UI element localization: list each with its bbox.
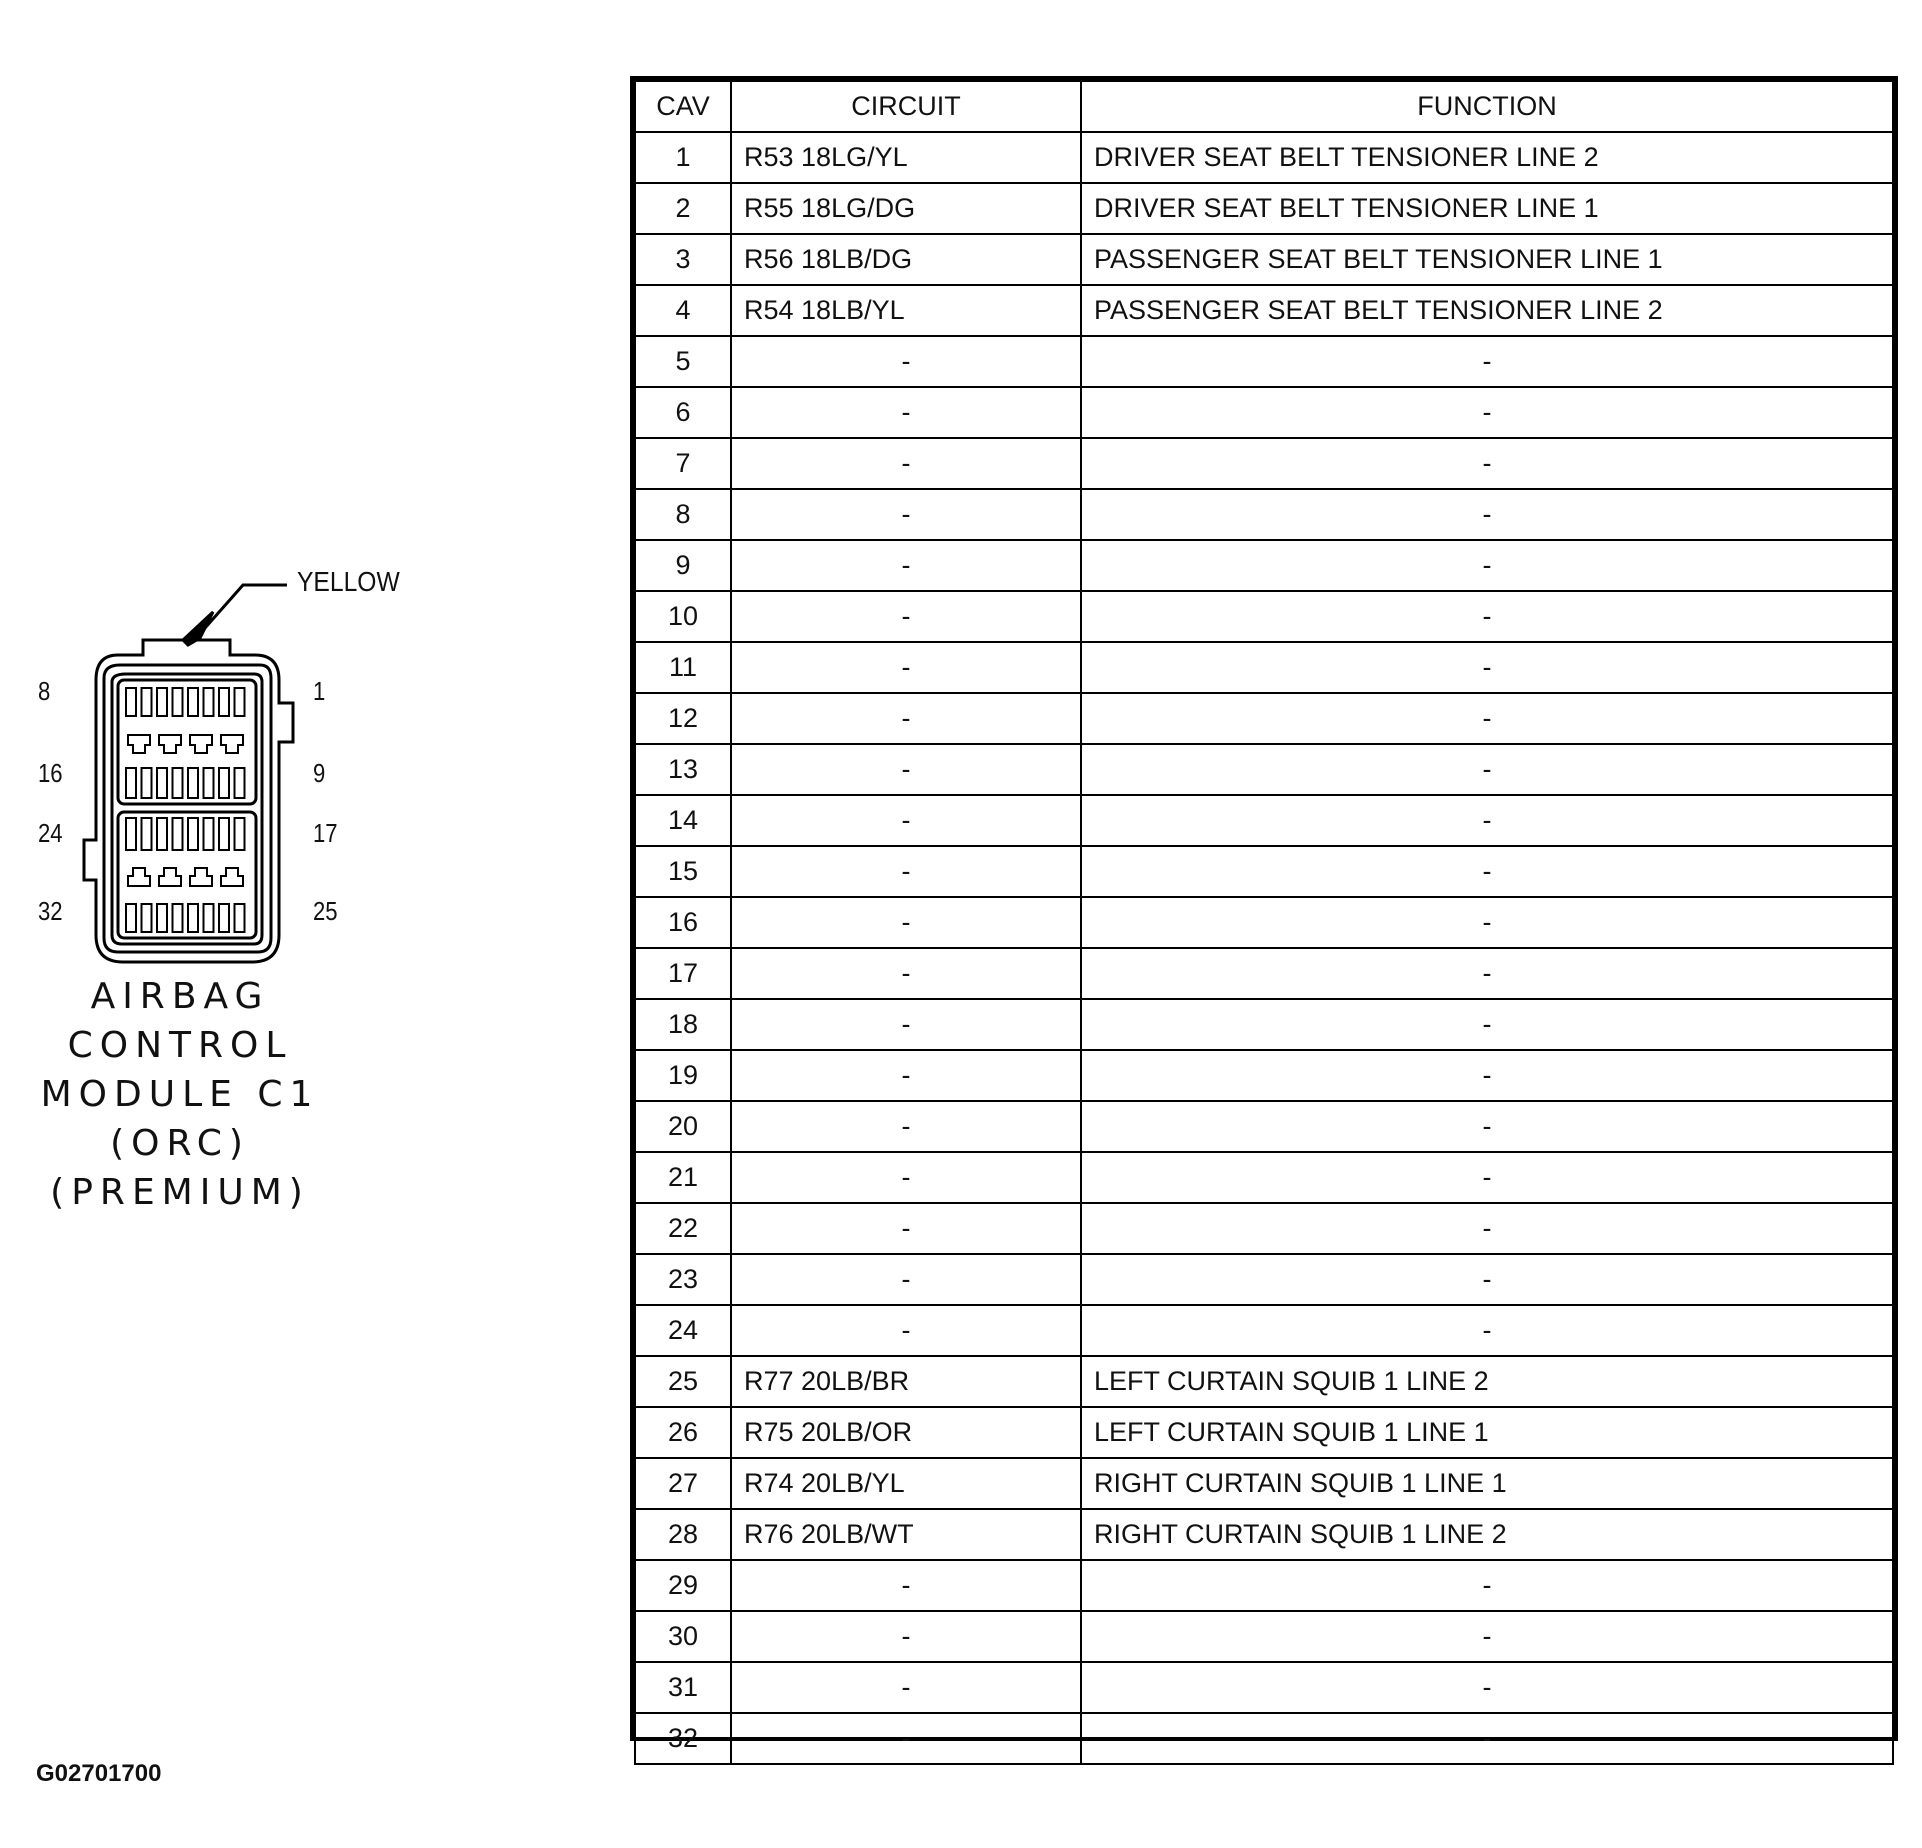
table-row xyxy=(635,387,1893,438)
function-cell: - xyxy=(1081,897,1893,948)
function-cell: - xyxy=(1081,744,1893,795)
cav-cell: 17 xyxy=(635,948,731,999)
circuit-cell: - xyxy=(731,1101,1081,1152)
cav-cell: 28 xyxy=(635,1509,731,1560)
circuit-cell: - xyxy=(731,1662,1081,1713)
table-row xyxy=(635,1458,1893,1509)
function-cell: LEFT CURTAIN SQUIB 1 LINE 1 xyxy=(1081,1407,1893,1458)
terminal-latch xyxy=(190,868,212,886)
table-row xyxy=(635,1407,1893,1458)
table-row xyxy=(635,999,1893,1050)
cav-cell: 25 xyxy=(635,1356,731,1407)
terminal-slot xyxy=(157,904,167,932)
function-cell: DRIVER SEAT BELT TENSIONER LINE 2 xyxy=(1081,132,1893,183)
table-row xyxy=(635,1152,1893,1203)
circuit-cell: - xyxy=(731,693,1081,744)
table-row xyxy=(635,1713,1893,1764)
table-header-row xyxy=(635,81,1893,132)
pin-label-16: 16 xyxy=(38,758,63,788)
terminal-slot xyxy=(142,688,152,716)
terminal-slot xyxy=(157,768,167,798)
cav-cell: 7 xyxy=(635,438,731,489)
terminal-slot xyxy=(188,818,198,850)
terminal-latch xyxy=(190,735,212,753)
table-row xyxy=(635,1509,1893,1560)
table-row xyxy=(635,1254,1893,1305)
function-cell: - xyxy=(1081,642,1893,693)
header-function: FUNCTION xyxy=(1081,81,1893,132)
cav-cell: 21 xyxy=(635,1152,731,1203)
pin-label-9: 9 xyxy=(313,758,326,788)
function-cell: - xyxy=(1081,1560,1893,1611)
terminal-latch xyxy=(221,868,243,886)
terminal-slot xyxy=(204,688,214,716)
circuit-cell: R53 18LG/YL xyxy=(731,132,1081,183)
cav-cell: 15 xyxy=(635,846,731,897)
function-cell: - xyxy=(1081,1254,1893,1305)
cav-cell: 32 xyxy=(635,1713,731,1764)
terminal-slot xyxy=(142,768,152,798)
cav-cell: 5 xyxy=(635,336,731,387)
pin-label-1: 1 xyxy=(313,676,326,706)
circuit-cell: - xyxy=(731,744,1081,795)
table-row xyxy=(635,285,1893,336)
terminal-latch xyxy=(128,868,150,886)
cav-cell: 9 xyxy=(635,540,731,591)
terminal-latch xyxy=(159,735,181,753)
color-leader-line xyxy=(205,585,287,628)
function-cell: - xyxy=(1081,1611,1893,1662)
circuit-cell: R77 20LB/BR xyxy=(731,1356,1081,1407)
cav-cell: 3 xyxy=(635,234,731,285)
terminal-slot xyxy=(204,768,214,798)
circuit-cell: - xyxy=(731,489,1081,540)
table-row xyxy=(635,1203,1893,1254)
function-cell: - xyxy=(1081,1662,1893,1713)
pin-label-17: 17 xyxy=(313,818,338,848)
terminal-slot xyxy=(219,688,229,716)
terminal-slot xyxy=(142,904,152,932)
terminal-slot xyxy=(126,818,136,850)
terminal-slot xyxy=(235,768,245,798)
cav-cell: 26 xyxy=(635,1407,731,1458)
terminal-slot xyxy=(173,688,183,716)
caption-line: (PREMIUM) xyxy=(50,1172,310,1213)
circuit-cell: - xyxy=(731,1560,1081,1611)
terminal-latch xyxy=(128,735,150,753)
terminal-slot xyxy=(126,768,136,798)
connector-diagram xyxy=(0,0,600,1848)
cav-cell: 6 xyxy=(635,387,731,438)
terminal-slot xyxy=(173,904,183,932)
table-row xyxy=(635,1611,1893,1662)
table-row xyxy=(635,642,1893,693)
pin-label-32: 32 xyxy=(38,896,63,926)
function-cell: - xyxy=(1081,693,1893,744)
table-row xyxy=(635,489,1893,540)
caption-line: AIRBAG xyxy=(90,976,270,1017)
table-row xyxy=(635,1305,1893,1356)
table-row xyxy=(635,846,1893,897)
table-row xyxy=(635,948,1893,999)
function-cell: - xyxy=(1081,999,1893,1050)
cav-cell: 18 xyxy=(635,999,731,1050)
function-cell: - xyxy=(1081,1203,1893,1254)
table-row xyxy=(635,234,1893,285)
function-cell: - xyxy=(1081,438,1893,489)
function-cell: LEFT CURTAIN SQUIB 1 LINE 2 xyxy=(1081,1356,1893,1407)
function-cell: - xyxy=(1081,1713,1893,1764)
circuit-cell: - xyxy=(731,948,1081,999)
terminal-slot xyxy=(219,768,229,798)
circuit-cell: - xyxy=(731,795,1081,846)
terminal-latch xyxy=(159,868,181,886)
caption-line: MODULE C1 xyxy=(40,1074,320,1115)
cav-cell: 30 xyxy=(635,1611,731,1662)
cav-cell: 11 xyxy=(635,642,731,693)
function-cell: - xyxy=(1081,795,1893,846)
cav-cell: 31 xyxy=(635,1662,731,1713)
table-row xyxy=(635,1050,1893,1101)
terminal-slot xyxy=(204,904,214,932)
function-cell: - xyxy=(1081,1050,1893,1101)
table-row xyxy=(635,897,1893,948)
function-cell: - xyxy=(1081,591,1893,642)
terminal-slot xyxy=(173,818,183,850)
function-cell: - xyxy=(1081,1305,1893,1356)
circuit-cell: - xyxy=(731,1611,1081,1662)
cav-cell: 16 xyxy=(635,897,731,948)
function-cell: PASSENGER SEAT BELT TENSIONER LINE 2 xyxy=(1081,285,1893,336)
terminal-slot xyxy=(219,818,229,850)
table-row xyxy=(635,540,1893,591)
table-row xyxy=(635,744,1893,795)
circuit-cell: - xyxy=(731,897,1081,948)
cav-cell: 24 xyxy=(635,1305,731,1356)
circuit-cell: - xyxy=(731,846,1081,897)
circuit-cell: - xyxy=(731,438,1081,489)
circuit-cell: - xyxy=(731,387,1081,438)
table-row xyxy=(635,591,1893,642)
table-body xyxy=(635,132,1893,1764)
circuit-cell: R76 20LB/WT xyxy=(731,1509,1081,1560)
terminal-slot xyxy=(188,904,198,932)
caption-line: CONTROL xyxy=(67,1025,293,1066)
table-row xyxy=(635,1101,1893,1152)
table-row xyxy=(635,693,1893,744)
circuit-cell: - xyxy=(731,999,1081,1050)
terminal-slot xyxy=(173,768,183,798)
header-cav: CAV xyxy=(635,81,731,132)
function-cell: - xyxy=(1081,387,1893,438)
circuit-cell: R54 18LB/YL xyxy=(731,285,1081,336)
terminal-latch xyxy=(221,735,243,753)
caption-line: (ORC) xyxy=(110,1123,250,1164)
cav-cell: 10 xyxy=(635,591,731,642)
terminal-slot xyxy=(142,818,152,850)
function-cell: - xyxy=(1081,540,1893,591)
circuit-cell: - xyxy=(731,1152,1081,1203)
function-cell: - xyxy=(1081,1101,1893,1152)
table-row xyxy=(635,1662,1893,1713)
connector-color-label: YELLOW xyxy=(297,566,400,597)
terminal-slot xyxy=(126,688,136,716)
cav-cell: 4 xyxy=(635,285,731,336)
function-cell: - xyxy=(1081,1152,1893,1203)
circuit-cell: - xyxy=(731,1254,1081,1305)
cav-cell: 1 xyxy=(635,132,731,183)
cav-cell: 23 xyxy=(635,1254,731,1305)
terminal-slot xyxy=(188,768,198,798)
table-row xyxy=(635,183,1893,234)
pin-label-8: 8 xyxy=(38,676,51,706)
cav-cell: 14 xyxy=(635,795,731,846)
circuit-cell: - xyxy=(731,591,1081,642)
cav-cell: 8 xyxy=(635,489,731,540)
connector-caption xyxy=(30,972,330,1217)
circuit-cell: R75 20LB/OR xyxy=(731,1407,1081,1458)
table-row xyxy=(635,438,1893,489)
figure-id: G02701700 xyxy=(36,1760,162,1787)
circuit-cell: - xyxy=(731,540,1081,591)
table-row xyxy=(635,336,1893,387)
circuit-cell: - xyxy=(731,336,1081,387)
circuit-cell: R56 18LB/DG xyxy=(731,234,1081,285)
pin-label-25: 25 xyxy=(313,896,338,926)
cav-cell: 20 xyxy=(635,1101,731,1152)
circuit-cell: - xyxy=(731,1305,1081,1356)
terminal-slot xyxy=(157,818,167,850)
circuit-cell: - xyxy=(731,1050,1081,1101)
function-cell: RIGHT CURTAIN SQUIB 1 LINE 2 xyxy=(1081,1509,1893,1560)
function-cell: RIGHT CURTAIN SQUIB 1 LINE 1 xyxy=(1081,1458,1893,1509)
pin-label-24: 24 xyxy=(38,818,63,848)
terminal-slot xyxy=(204,818,214,850)
function-cell: - xyxy=(1081,336,1893,387)
circuit-cell: R55 18LG/DG xyxy=(731,183,1081,234)
circuit-cell: - xyxy=(731,1713,1081,1764)
function-cell: - xyxy=(1081,948,1893,999)
table-row xyxy=(635,132,1893,183)
table-row xyxy=(635,1356,1893,1407)
cav-cell: 19 xyxy=(635,1050,731,1101)
terminal-slot xyxy=(235,688,245,716)
table-row xyxy=(635,795,1893,846)
function-cell: - xyxy=(1081,489,1893,540)
terminal-slot xyxy=(188,688,198,716)
terminal-slot xyxy=(235,818,245,850)
circuit-cell: - xyxy=(731,642,1081,693)
pinout-table xyxy=(630,76,1898,1753)
function-cell: PASSENGER SEAT BELT TENSIONER LINE 1 xyxy=(1081,234,1893,285)
cav-cell: 12 xyxy=(635,693,731,744)
cav-cell: 13 xyxy=(635,744,731,795)
cav-cell: 2 xyxy=(635,183,731,234)
cav-cell: 29 xyxy=(635,1560,731,1611)
header-circuit: CIRCUIT xyxy=(731,81,1081,132)
circuit-cell: R74 20LB/YL xyxy=(731,1458,1081,1509)
connector-face-drawing xyxy=(0,0,600,1000)
function-cell: DRIVER SEAT BELT TENSIONER LINE 1 xyxy=(1081,183,1893,234)
table-row xyxy=(635,1560,1893,1611)
terminal-slot xyxy=(126,904,136,932)
circuit-cell: - xyxy=(731,1203,1081,1254)
terminal-slot xyxy=(235,904,245,932)
cav-cell: 22 xyxy=(635,1203,731,1254)
function-cell: - xyxy=(1081,846,1893,897)
cav-cell: 27 xyxy=(635,1458,731,1509)
terminal-slot xyxy=(219,904,229,932)
terminal-slot xyxy=(157,688,167,716)
